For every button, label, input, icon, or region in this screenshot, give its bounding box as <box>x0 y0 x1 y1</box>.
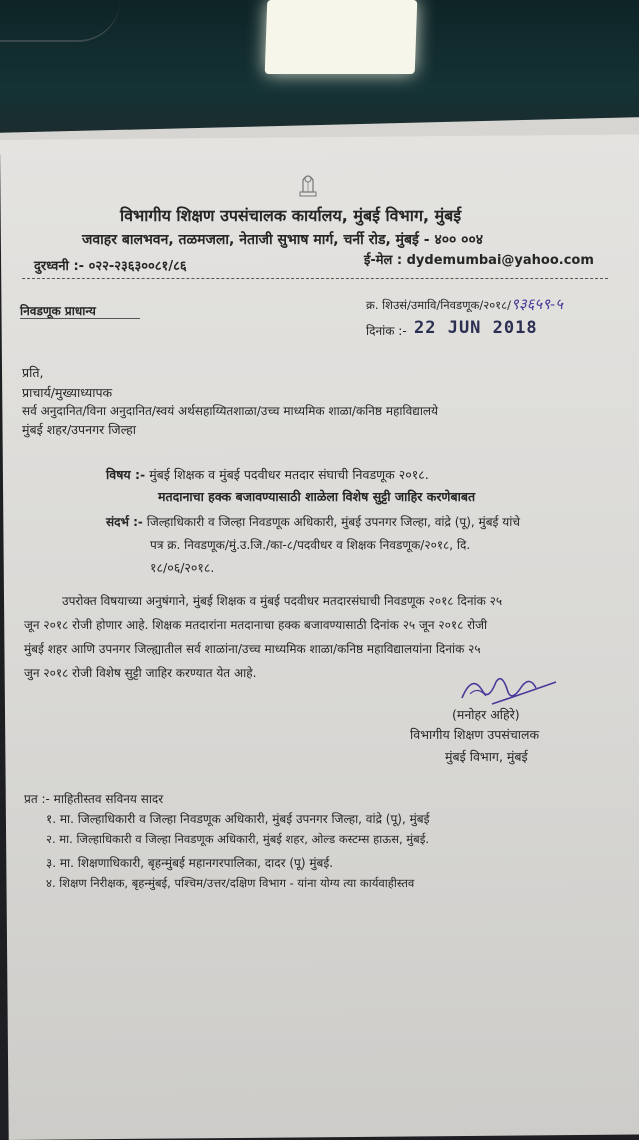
office-address: जवाहर बालभवन, तळमजला, नेताजी सुभाष मार्ग, चर्नी रोड, मुंबई - ४०० ००४ <box>82 232 484 248</box>
reference-line-1: जिल्हाधिकारी व जिल्हा निवडणूक अधिकारी, मुंबई उपनगर जिल्हा, वांद्रे (पू), मुंबई यांचे <box>146 515 520 529</box>
subject-line-2: मतदानाचा हक्क बजावण्यासाठी शाळेला विशेष सुट्टी जाहिर करणेबाबत <box>158 489 476 504</box>
email-address: ई-मेल : dydemumbai@yahoo.com <box>364 253 594 268</box>
signatory-name: (मनोहर अहिरे) <box>452 707 520 722</box>
reference-number-handwritten: ९३६५९-५ <box>511 295 563 313</box>
recipient-line-3: मुंबई शहर/उपनगर जिल्हा <box>22 422 136 437</box>
copy-item-1: १. मा. जिल्हाधिकारी व जिल्हा निवडणूक अधिकारी, मुंबई उपनगर जिल्हा, वांद्रे (पू), मुंबई <box>46 812 430 826</box>
reference-label: संदर्भ :- <box>106 515 143 529</box>
subject-line-1: मुंबई शिक्षक व मुंबई पदवीधर मतदार संघाची निवडणूक २०१८. <box>149 467 429 482</box>
office-title: विभागीय शिक्षण उपसंचालक कार्यालय, मुंबई विभाग, मुंबई <box>120 206 462 225</box>
subject-row <box>106 466 429 483</box>
copy-item-3: ३. मा. शिक्षणाधिकारी, बृहन्मुंबई महानगरपालिका, दादर (पू) मुंबई. <box>46 856 334 870</box>
recipient-line-2: सर्व अनुदानित/विना अनुदानित/स्वयं अर्थसहाय्यितशाळा/उच्च माध्यमिक शाळा/कनिष्ठ महाविद्यालये <box>22 404 439 418</box>
header-divider <box>22 278 608 279</box>
document-paper <box>0 134 639 1140</box>
date-stamp: 22 JUN 2018 <box>414 318 538 338</box>
reference-number-printed: क्र. शिउसं/उमावि/निवडणूक/२०१८/ <box>366 298 512 312</box>
light-fixture <box>265 0 418 74</box>
copy-item-2: २. मा. जिल्हाधिकारी व जिल्हा निवडणूक अधिकारी, मुंबई शहर, ओल्ड कस्टम्स हाऊस, मुंबई. <box>46 832 430 846</box>
reference-line-2: पत्र क्र. निवडणूक/मुं.उ.जि./का-८/पदवीधर व शिक्षक निवडणूक/२०१८, दि. <box>150 538 471 552</box>
body-line-2: जून २०१८ रोजी होणार आहे. शिक्षक मतदारांना मतदानाचा हक्क बजावण्यासाठी दिनांक २५ जून २०१८ रोजी <box>24 618 488 632</box>
reference-line-3: १८/०६/२०१८. <box>150 560 215 575</box>
reference-number <box>366 294 563 314</box>
priority-underline <box>20 318 140 319</box>
priority-label: निवडणूक प्राधान्य <box>20 304 96 318</box>
subject-label: विषय :- <box>106 467 146 482</box>
copy-item-4: ४. शिक्षण निरीक्षक, बृहन्मुंबई, पश्चिम/उत्तर/दक्षिण विभाग - यांना योग्य त्या कार्यवाहीस्तव <box>46 876 415 890</box>
reference-row <box>106 513 520 530</box>
signatory-place: मुंबई विभाग, मुंबई <box>445 749 528 764</box>
recipient-prati: प्रति, <box>22 365 44 380</box>
body-line-4: जुन २०१८ रोजी विशेष सुट्टी जाहिर करण्यात येत आहे. <box>24 666 257 680</box>
body-line-1: उपरोक्त विषयाच्या अनुषंगाने, मुंबई शिक्षक व मुंबई पदवीधर मतदारसंघाची निवडणूक २०१८ दिनांक २५ <box>62 594 503 608</box>
phone-number: दुरध्वनी :- ०२२-२३६३००८१/८६ <box>34 259 187 274</box>
signatory-title: विभागीय शिक्षण उपसंचालक <box>410 727 540 742</box>
body-line-3: मुंबई शहर आणि उपनगर जिल्ह्यातील सर्व शाळांना/उच्च माध्यमिक शाळा/कनिष्ठ महाविद्यालयांना दिनांक २५ <box>24 642 481 656</box>
date-label: दिनांक :- <box>366 324 407 338</box>
copies-heading: प्रत :- माहितीस्तव सविनय सादर <box>24 792 164 806</box>
national-emblem-icon <box>297 170 319 200</box>
recipient-line-1: प्राचार्य/मुख्याध्यापक <box>22 385 113 400</box>
